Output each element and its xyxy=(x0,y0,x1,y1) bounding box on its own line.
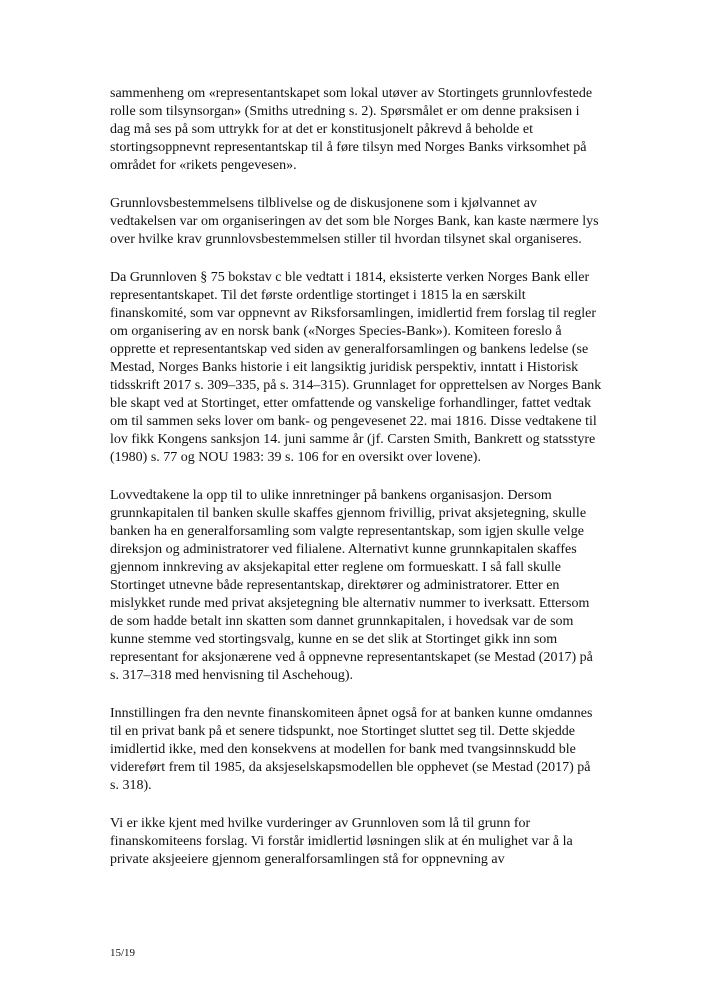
text-line: stortingsoppnevnt representantskap til å føre tilsyn med Norges Banks virksomhet på xyxy=(110,140,587,155)
text-line: representant for aksjonærene ved å oppnevne representantskapet (se Mestad (2017) på xyxy=(110,650,593,665)
text-line: (1980) s. 77 og NOU 1983: 39 s. 106 for en oversikt over lovene). xyxy=(110,450,481,465)
text-line: om organisering av en norsk bank («Norges Species-Bank»). Komiteen foreslo å xyxy=(110,324,562,339)
text-line: vedtakelsen var om organiseringen av det som ble Norges Bank, kan kaste nærmere lys xyxy=(110,214,599,229)
text-line: Lovvedtakene la opp til to ulike innretninger på bankens organisasjon. Dersom xyxy=(110,488,552,503)
text-line: Da Grunnloven § 75 bokstav c ble vedtatt i 1814, eksisterte verken Norges Bank eller xyxy=(110,270,590,285)
page-number: 15/19 xyxy=(110,947,136,959)
text-line: direksjon og administratorer ved filialene. Alternativt kunne grunnkapitalen skaffes xyxy=(110,542,577,557)
text-line: lov fikk Kongens sanksjon 14. juni samme år (jf. Carsten Smith, Bankrett og statsstyre xyxy=(110,432,596,447)
text-line: dag må ses på som uttrykk for at det er konstitusjonelt påkrevd å beholde et xyxy=(110,122,534,137)
paragraph xyxy=(110,487,650,685)
paragraph xyxy=(110,85,650,175)
text-line: Stortinget utnevne både representantskap, direktører og administratorer. Etter en xyxy=(110,578,560,593)
text-line: Vi er ikke kjent med hvilke vurderinger av Grunnloven som lå til grunn for xyxy=(110,816,531,831)
text-line: til en privat bank på et senere tidspunkt, noe Stortinget sluttet seg til. Dette skjedde xyxy=(110,724,576,739)
text-line: representantskapet. Til det første ordentlige stortinget i 1815 la en særskilt xyxy=(110,288,526,303)
text-line: videreført frem til 1985, da aksjeselskapsmodellen ble opphevet (se Mestad (2017) på xyxy=(110,760,591,775)
text-line: over hvilke krav grunnlovsbestemmelsen stiller til hvordan tilsynet skal organiseres. xyxy=(110,232,582,247)
body-text xyxy=(110,85,650,889)
text-line: opprette et representantskap ved siden av generalforsamlingen og bankens ledelse (se xyxy=(110,342,589,357)
text-line: s. 318). xyxy=(110,778,152,793)
text-line: private aksjeeiere gjennom generalforsamlingen stå for oppnevning av xyxy=(110,852,505,867)
text-line: ble skapt ved at Stortinget, etter omfattende og vanskelige forhandlinger, fattet vedtak xyxy=(110,396,592,411)
text-line: tidsskrift 2017 s. 309–335, på s. 314–315). Grunnlaget for opprettelsen av Norges Bank xyxy=(110,378,602,393)
text-line: s. 317–318 med henvisning til Aschehoug). xyxy=(110,668,354,683)
text-line: området for «rikets pengevesen». xyxy=(110,158,297,173)
text-line: de som hadde betalt inn skatten som dannet grunnkapitalen, i hovedsak var de som xyxy=(110,614,574,629)
text-line: imidlertid ikke, med den konsekvens at modellen for bank med tvangsinnskudd ble xyxy=(110,742,576,757)
text-line: grunnkapitalen til banken skulle skaffes gjennom frivillig, privat aksjetegning, skulle xyxy=(110,506,587,521)
text-line: gjennom innkreving av aksjekapital etter reglene om formueskatt. I så fall skulle xyxy=(110,560,561,575)
paragraph xyxy=(110,269,650,467)
text-line: om til sammen seks lover om bank- og pengevesenet 22. mai 1816. Disse vedtakene til xyxy=(110,414,597,429)
text-line: finanskomiteens forslag. Vi forstår imidlertid løsningen slik at én mulighet var å la xyxy=(110,834,573,849)
text-line: kunne stemme ved stortingsvalg, kunne en se det slik at Stortinget gikk inn som xyxy=(110,632,558,647)
paragraph xyxy=(110,815,650,869)
text-line: mislykket runde med privat aksjetegning ble alternativ nummer to iverksatt. Ettersom xyxy=(110,596,590,611)
text-line: Innstillingen fra den nevnte finanskomiteen åpnet også for at banken kunne omdannes xyxy=(110,706,593,721)
paragraph xyxy=(110,705,650,795)
text-line: banken ha en generalforsamling som valgte representantskap, som igjen skulle velge xyxy=(110,524,584,539)
text-line: rolle som tilsynsorgan» (Smiths utredning s. 2). Spørsmålet er om denne praksisen i xyxy=(110,104,580,119)
text-line: Mestad, Norges Banks historie i eit langsiktig juridisk perspektiv, inntatt i Historisk xyxy=(110,360,579,375)
paragraph xyxy=(110,195,650,249)
text-line: Grunnlovsbestemmelsens tilblivelse og de diskusjonene som i kjølvannet av xyxy=(110,196,537,211)
text-line: sammenheng om «representantskapet som lokal utøver av Stortingets grunnlovfestede xyxy=(110,86,593,101)
text-line: finanskomité, som var oppnevnt av Riksforsamlingen, imidlertid frem forslag til regler xyxy=(110,306,597,321)
